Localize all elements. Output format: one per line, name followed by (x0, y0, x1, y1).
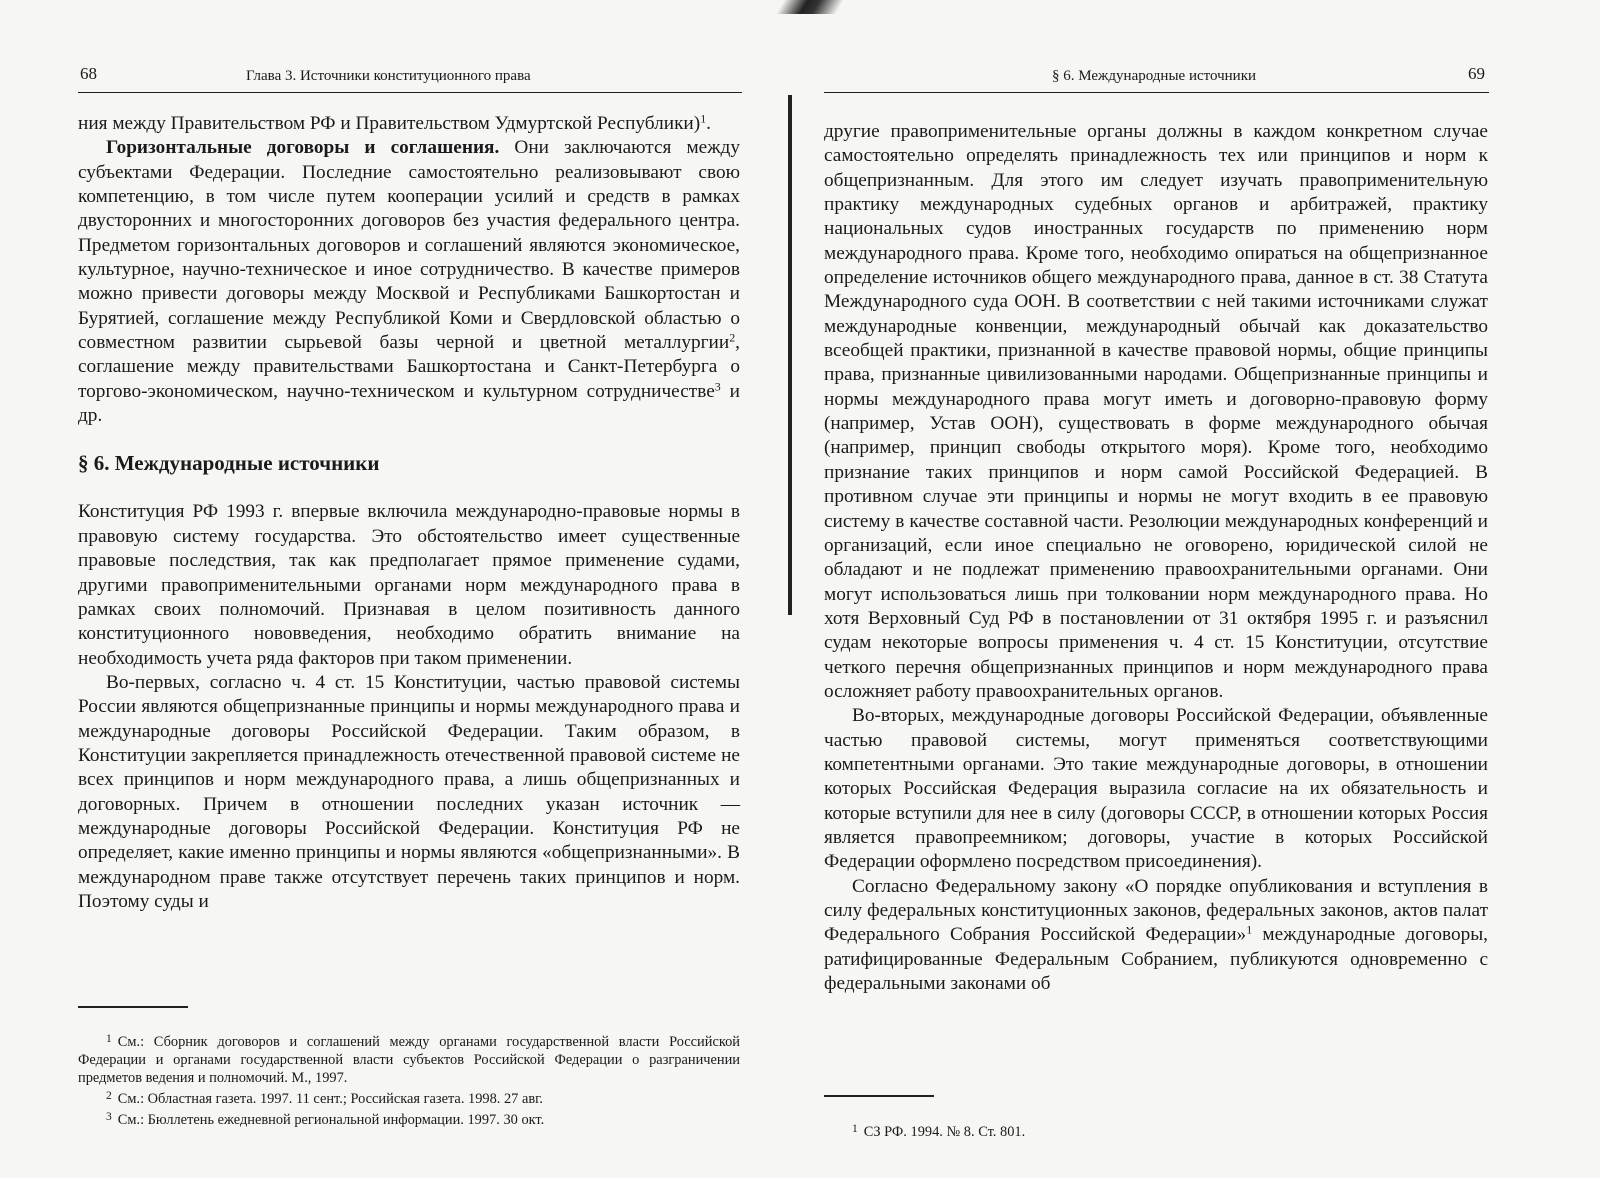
footnote-ref-2: 2 (729, 330, 736, 345)
footnote-2-text: См.: Областная газета. 1997. 11 сент.; Российская газета. 1998. 27 авг. (117, 1091, 544, 1108)
right-footnotes (824, 1120, 1488, 1141)
footnote-3-number: 3 (106, 1111, 112, 1124)
horizontal-agreements-lead: Горизонтальные договоры и соглашения. (106, 137, 500, 159)
right-paragraph-3 (824, 875, 1488, 997)
footnote-2-number: 2 (106, 1090, 112, 1103)
book-spine-shadow (788, 95, 792, 615)
left-paragraph-2 (78, 136, 740, 428)
left-footnotes (78, 1030, 740, 1129)
left-paragraph-4: Во-первых, согласно ч. 4 ст. 15 Конституции, частью правовой системы России являются общепризнанные принципы и нормы международного права и международные договоры Российской Федерации. Таким образом, в Конституции закрепляется принадлежность отечественной правовой системе не всех принципов и норм международного права, а лишь общепризнанных и договорных. Причем в отношении последних указан источник — международные договоры Российской Федерации. Конституция РФ не определяет, какие именно принципы и нормы являются «общепризнанными». В международном праве также отсутствует перечень таких принципов и норм. Поэтому суды и (78, 671, 740, 912)
left-body-text (78, 112, 740, 914)
footnote-2 (78, 1087, 740, 1108)
footnote-ref-1: 1 (700, 111, 707, 126)
left-paragraph-2-part-a: Они заключаются между субъектами Федерации. Последние самостоятельно реализовывают свою компетенцию, в том числе путем кооперации усилий и средств в рамках двусторонних и многосторонних договоров без участия федерального центра. Предметом горизонтальных договоров и соглашений являются экономическое, культурное, научно-техническое и иное сотрудничество. В качестве примеров можно привести договоры между Москвой и Республиками Башкортостан и Бурятией, соглашение между Республикой Коми и Свердловской областью о совместном развитии сырьевой базы черной и цветной металлургии (78, 137, 740, 354)
footnote-3 (78, 1108, 740, 1129)
right-running-title: § 6. Международные источники (1052, 68, 1257, 84)
left-paragraph-1 (78, 112, 740, 136)
right-page-number: 69 (1468, 64, 1485, 83)
left-running-title: Глава 3. Источники конституционного права (246, 68, 531, 84)
left-paragraph-3: Конституция РФ 1993 г. впервые включила международно-правовые нормы в правовую систему государства. Это обстоятельство имеет существенные правовые последствия, так как предполагает прямое применение судами, другими правоприменительными органами норм международного права в рамках своих полномочий. Признавая в целом позитивность данного конституционного нововведения, необходимо обратить внимание на необходимость учета ряда факторов при таком применении. (78, 501, 740, 669)
footnote-ref-3: 3 (714, 379, 721, 394)
right-body-text (824, 120, 1488, 996)
right-footnote-rule (824, 1095, 934, 1097)
right-paragraph-1: другие правоприменительные органы должны в каждом конкретном случае самостоятельно определять принадлежность тех или принципов и норм к общепризнанным. Для этого им следует изучать правоприменительную практику международных судебных органов и арбитражей, практику национальных судов иностранных государств по применению норм международного права. Кроме того, необходимо опираться на общепризнанное определение источников общего международного права, данное в ст. 38 Статута Международного суда ООН. В соответствии с ней такими источниками служат международные конвенции, международный обычай как доказательство всеобщей практики, признанной в качестве правовой нормы, общие принципы права, признанные цивилизованными народами. Общепризнанные принципы и нормы международного права могут иметь и договорно-правовую форму (например, Устав ООН), существовать в форме международного обычая (например, принцип свободы открытого моря). Кроме того, необходимо признание таких принципов и норм самой Российской Федерацией. В противном случае эти принципы и нормы не могут входить в ее правовую систему в качестве составной части. Резолюции международных конференций и организаций, если иное специально не оговорено, юридической силой не обладают и не подлежат применению правоохранительными органами. Они могут использоваться лишь при толковании норм международного права. Но хотя Верховный Суд РФ в постановлении от 31 октября 1995 г. и разъяснил судам некоторые вопросы применения ч. 4 ст. 15 Конституции, отсутствие четкого перечня общепризнанных принципов и норм международного права осложняет работу правоохранительных органов. (824, 121, 1488, 702)
right-footnote-ref-1: 1 (1246, 922, 1253, 937)
right-footnote-1-number: 1 (852, 1123, 858, 1135)
left-paragraph-2-part-c: и др. (78, 380, 740, 427)
right-footnote-1-text: СЗ РФ. 1994. № 8. Ст. 801. (863, 1124, 1026, 1141)
right-page-header (824, 62, 1489, 93)
left-page (0, 0, 775, 1178)
right-paragraph-3-part-a: Согласно Федеральному закону «О порядке опубликования и вступления в силу федеральных конституционных законов, федеральных законов, актов палат Федерального Собрания Российской Федерации» (824, 875, 1488, 946)
footnote-1-number: 1 (106, 1033, 112, 1045)
left-page-number: 68 (80, 64, 97, 83)
left-page-header (78, 62, 742, 93)
footnote-1-text: См.: Сборник договоров и соглашений между органами государственной власти Российской Федерации и органами государственной власти субъектов Российской Федерации о разграничении предметов ведения и полномочий. М., 1997. (78, 1034, 740, 1087)
left-paragraph-1-end: . (706, 113, 711, 134)
right-page (800, 0, 1600, 1178)
left-paragraph-1-text: ния между Правительством РФ и Правительством Удмуртской Республики) (78, 113, 701, 134)
footnote-3-text: См.: Бюллетень ежедневной региональной информации. 1997. 30 окт. (117, 1112, 545, 1129)
right-paragraph-3-part-b: международные договоры, ратифицированные Федеральным Собранием, публикуются одновременно с федеральными законами об (824, 924, 1489, 995)
footnote-1 (78, 1030, 740, 1087)
right-footnote-1 (824, 1120, 1488, 1141)
left-paragraph-2-part-b: , соглашение между правительствами Башкортостана и Санкт-Петербурга о торгово-экономическом, научно-техническом и культурном сотрудничестве (78, 332, 740, 402)
left-footnote-rule (78, 1006, 188, 1008)
right-paragraph-2: Во-вторых, международные договоры Российской Федерации, объявленные частью правовой системы, могут применяться соответствующими компетентными органами. Это такие международные договоры, в отношении которых Российская Федерация выразила согласие на их обязательность и которые вступили для нее в силу (договоры СССР, в отношении которых Россия является правопреемником; договоры, участие в которых Российской Федерации оформлено посредством присоединения). (824, 705, 1488, 873)
section-heading: § 6. Международные источники (78, 451, 380, 476)
